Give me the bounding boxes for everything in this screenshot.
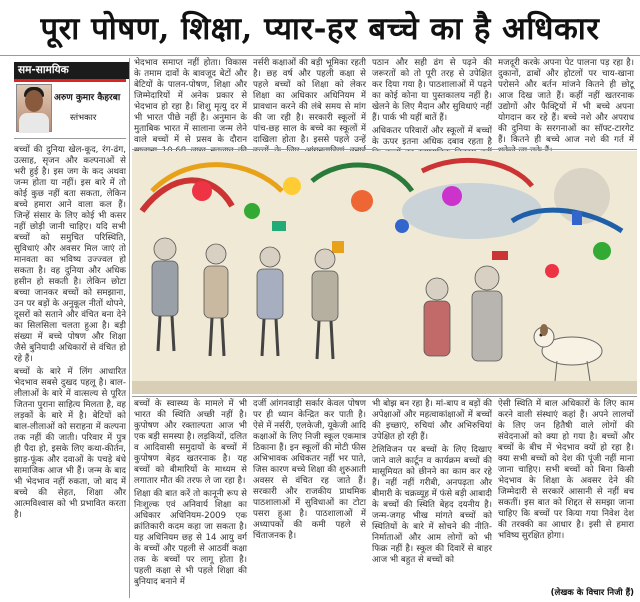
paragraph: बच्चों के बारे में लिंग आधारित भेदभाव सबसे दुखद पहलू है। बाल-लीलाओं के बारे में वात्सल्य से पूरित जितना पुराना साहित्य मिलता है, वह लड़कों के बारे में है। बेटियों को बाल-लीलाओं को सराहना में कल्पना तक नहीं की जाती। परिवार में पुत्र ही पैदा हो, इसके लिए कथा-कीर्तन, झाड़-फूंक और दवाओं के पचड़े बंधे सामाजिक आज भी हैं। जन्म के बाद भी भेदभाव नहीं रुकता, जो बाद में बच्चे की सेहत, शिक्षा और आत्मविश्वास को भी प्रभावित करता है। [14,367,126,520]
paragraph: अधिकतर परिवारों और स्कूलों में बच्चों के ऊपर इतना अधिक दबाव रहता है [372,126,492,147]
article-column-5 [498,58,634,148]
article-column-7 [253,399,366,597]
author-credit-note: (लेखक के विचार निजी हैं) [550,588,634,598]
article-column-2 [134,58,247,148]
column-rule [129,58,130,598]
illustration-children-painting [132,151,637,394]
author-rule [14,138,126,139]
article-column-4 [372,58,492,148]
article-column-9 [498,399,634,584]
article-column-8 [372,399,492,597]
author-name: अरुण कुमार कैहरबा [54,93,121,103]
paragraph: बच्चों की दुनिया खेल-कूद, रंग-ढंग, उत्साह, सृजन और कल्पनाओं से भरी हुई है। इस जग के कद अथवा जन्म होता या नहीं। इस बारे में तो कोई कुछ नहीं बता सकता, लेकिन बच्चे हमारा आने वाला कल हैं। जिन्हें संसार के लिए कोई भी कसर नहीं छोड़ी जानी चाहिए। यदि सभी बच्चों को समुचित परिस्थिति, सुविधाएं और अवसर मिल जाएं तो मानवता का भविष्य उज्ज्वल हो सकता है। वह दुनिया और अधिक हसीन हो सकती है। लेकिन छोटा बच्चा जानकर बच्चों को समझाना, उन पर बड़ों के अनुकूल नीतों थोपने, दूसरों को सताने और वंचित बना देने का सिलसिला चलता हुआ है। बड़ी संख्या में बच्चे पोषण और शिक्षा जैसे बुनियादी अधिकारों से वंचित हो रहे हैं। [14,145,126,364]
headline-rule [0,55,640,56]
author-role: स्तंभकार [70,113,97,123]
paragraph: टेलिविजन पर बच्चों के लिए दिखाए जाने वाले कार्टून व कार्यक्रम बच्चों की मासूमियत को छीनने का काम कर रहे हैं। नहीं नहीं गरीबी, अनपढ़ता और बीमारी के चक्रव्यूह में फंसे बड़ी आबादी के बच्चों की स्थिति बेहद दयनीय है। जन्म-जगह भीख मांगते बच्चों को स्थितियों के बारे में सोचने की नीति-निर्माताओं और आम लोगों को भी फिक्र नहीं है। स्कूल की दिवारें से बाहर आज भी बहुत से बच्चों को [372,445,492,565]
paragraph: भी बोझ बन रहा है। मां-बाप व बड़ों की अपेक्षाओं और महत्वाकांक्षाओं में बच्चों की इच्छाएं, रुचियां और अभिरुचियां उपेक्षित हो रही हैं। [372,399,492,442]
paragraph: मजदूरी करके अपना पेट पालना पड़ रहा है। दुकानों, ढाबों और होटलों पर चाय-खाना परोसने और बर्तन मांजने कितने ही छोटू आज दिख जाते हैं। कहीं नहीं खतरनाक उद्योगों और फैक्ट्रियों में भी बच्चे अपना योगदान कर रहे हैं। बच्चे नशे और अपराध की दुनिया के सरगनाओं का सॉफ्ट-टारगेट हैं। कितने ही बच्चे आज नशे की गर्त में [498,58,634,145]
paragraph: शिक्षा की बात करें तो कानूनी रूप से निःशुल्क एवं अनिवार्य शिक्षा का अधिकार अधिनियम-2009 एक क्रांतिकारी कदम कहा जा सकता है। यह अधिनियम छह से 14 आयु वर्ग के बच्चों और पहली से आठवीं कक्षा तक के बच्चों पर लागू होता है। पहली कक्षा से भी पहले शिक्षा की बुनियाद बनाने में [134,489,247,587]
paragraph: ऐसी स्थिति में बाल अधिकारों के लिए काम करने वाली संस्थाएं कहां हैं। अपने लालचों के लिए जन हितैषी वाले लोगों की संवेदनाओं को क्या हो गया है। बच्चों और बच्चों के बीच में भेदभाव क्यों हो रहा है। क्या सभी बच्चों को देश की पूंजी नहीं माना जाना चाहिए। सभी बच्चों को बिना किसी भेदभाव के शिक्षा के अवसर देने की जिम्मेदारी से सरकारें आसानी से नहीं बच सकतीं। इस बात को शिद्दत से समझा जाना चाहिए कि बच्चों पर किया गया निवेश देश की तरक्की का आधार है। इसी से हमारा भविष्य सुरक्षित होगा। [498,399,634,541]
paragraph: बच्चों के स्वास्थ्य के मामले में भी भारत की स्थिति अच्छी नहीं है। कुपोषण और रक्ताल्पता आज भी एक बड़ी समस्या है। लड़कियों, दलित व आदिवासी समुदायों के बच्चों में कुपोषण बेहद खतरनाक है। यह बच्चों को बीमारियों के माध्यम से लगातार मौत की तरफ ले जा रहा है। [134,399,247,486]
author-photo [16,84,52,132]
article-column-3 [253,58,366,148]
headline: पूरा पोषण, शिक्षा, प्यार-हर बच्चे का है अधिकार [40,10,600,47]
illustration-bottom-rule [132,396,637,397]
paragraph: भेदभाव समाप्त नहीं होता। विकास के तमाम दावों के बावजूद बेटों और बेटियों के पालन-पोषण, शिक्षा और जिम्मेदारियों में अनेक प्रकार से भेदभाव हो रहा है। शिशु मृत्यु दर में भी भारत पीछे नहीं है। अनुमान के मुताबिक भारत में सालाना जन्म लेने वाले बच्चों में से प्रसव के दौरान [134,58,247,145]
paragraph: नर्सरी कक्षाओं की बड़ी भूमिका रहती है। छह वर्ष और पहली कक्षा से पहले बच्चों को शिक्षा को लेकर शिक्षा का अधिकार अधिनियम में प्रावधान करने की लंबे समय से मांग की जा रही है। सरकारी स्कूलों में पांच-छह साल के बच्चे का स्कूलों में दाखिला होता है। इससे पहले उन्हें [253,58,366,145]
article-column-6 [134,399,247,597]
illustration-top-rule [132,149,637,150]
article-column-1 [14,145,126,597]
column-label: सम-सामयिक [14,62,130,79]
paragraph: दर्जी आंगनवाड़ी सर्कार केवल पोषण पर ही ध्यान केन्द्रित कर पाती है। ऐसे में नर्सरी, एलकेजी, यूकेजी आदि कक्षाओं के लिए निजी स्कूल एकमात्र ठिकाना हैं। इन स्कूलों की मोटी फीस अभिभावक अधिकतर नहीं भर पाते, जिस कारण बच्चे शिक्षा की शुरुआती अवसर से वंचित रह जाते हैं। सरकारी और राजकीय प्राथमिक पाठशालाओं में सुविधाओं का टोटा पसरा हुआ है। पाठशालाओं में अध्यापकों की कमी पहले से चिंताजनक है। [253,399,366,541]
column-label-underline [14,79,126,82]
paragraph: पठान और सही ढंग से पढ़ने की जरूरतों को तो पूरी तरह से उपेक्षित कर दिया गया है। पाठशालाओं में पढ़ने का कोई कोना या पुस्तकालय नहीं है। खेलने के लिए मैदान और सुविधाएं नहीं हैं। पार्क भी यहीं बातें हैं। [372,58,492,123]
